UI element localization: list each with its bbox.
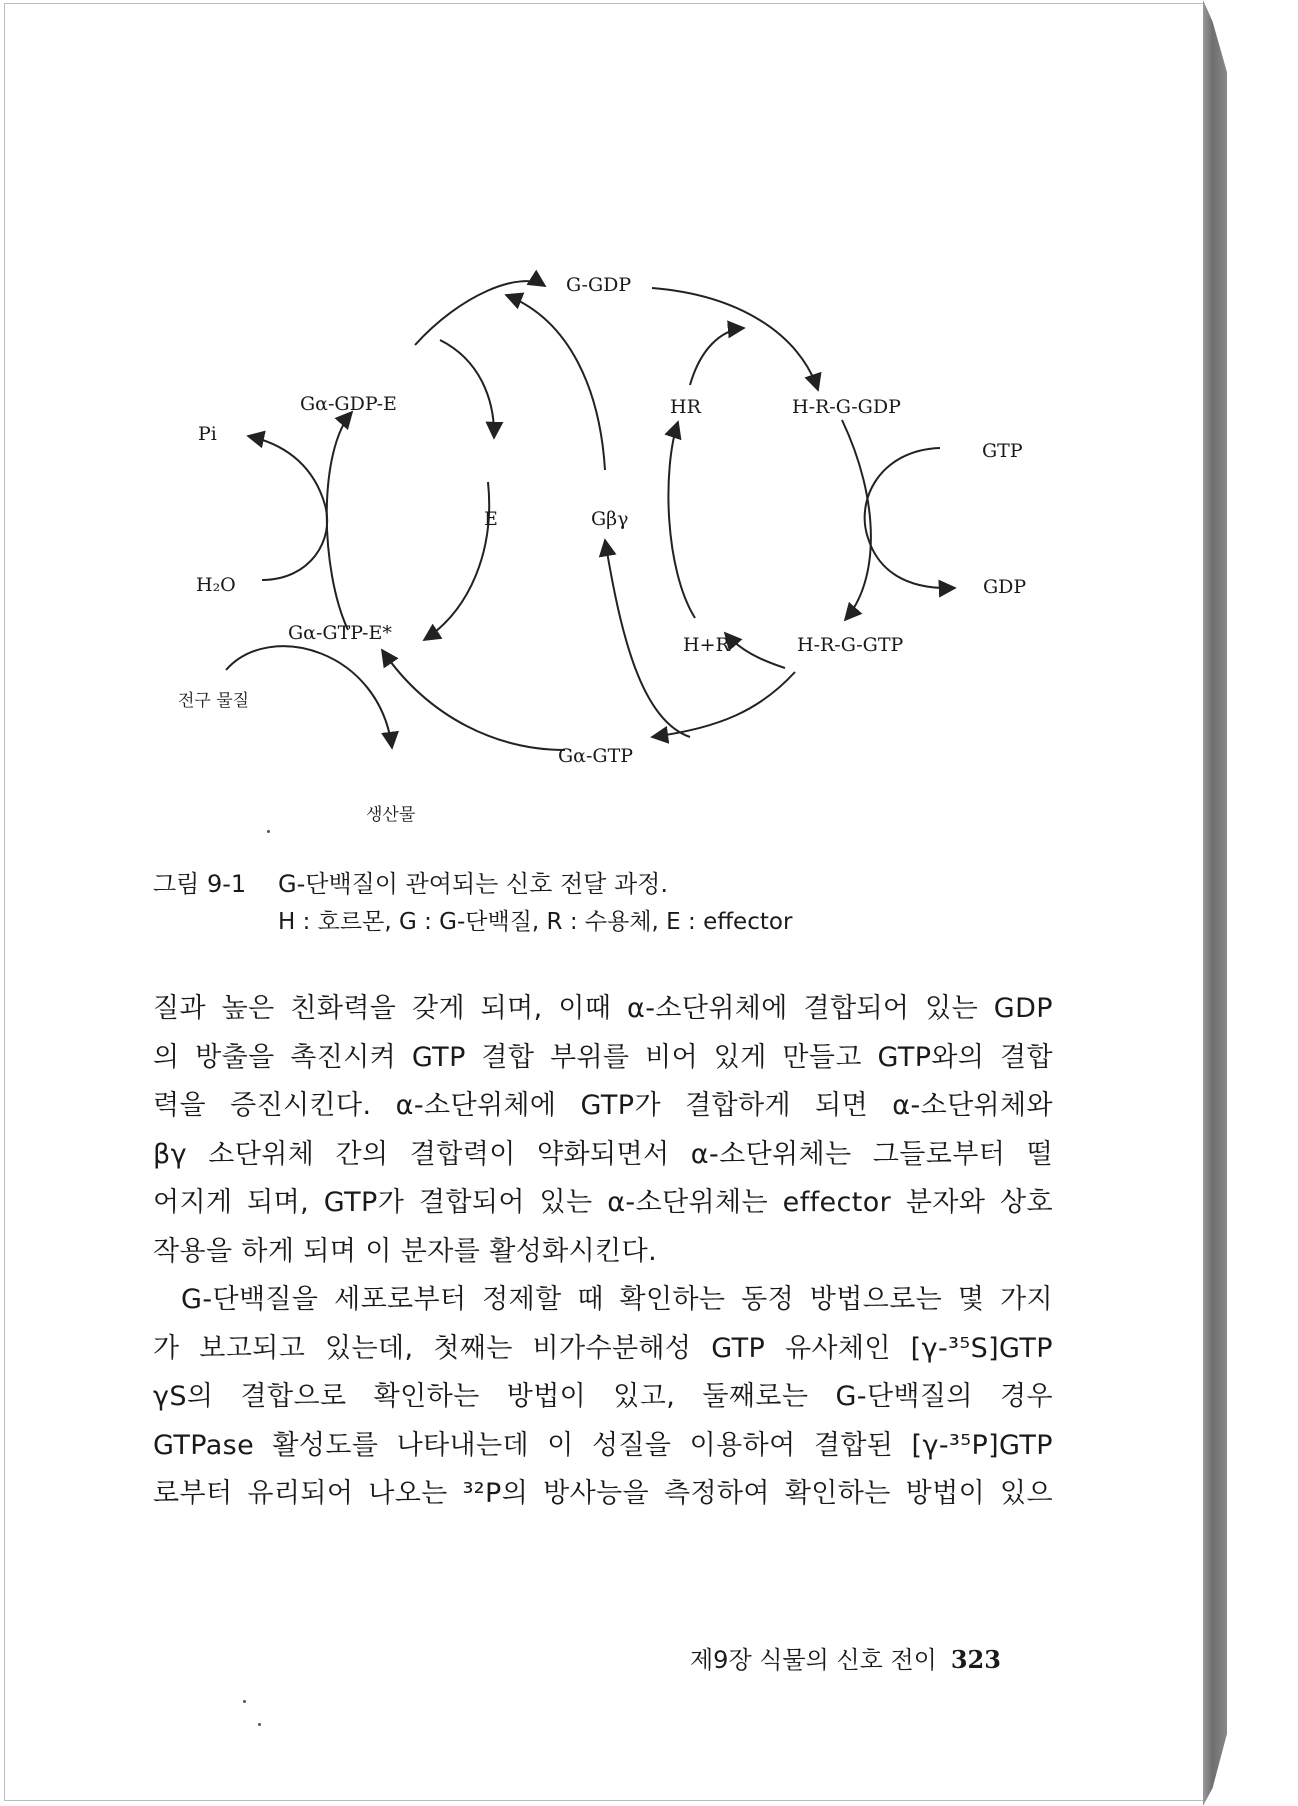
arrow-e-to-gtp-e xyxy=(424,482,489,640)
node-ga-gdp-e: Gα-GDP-E xyxy=(300,393,397,415)
node-product: 생산물 xyxy=(366,805,416,825)
page-number: 323 xyxy=(950,1645,1001,1674)
node-h-r-g-gdp: H-R-G-GDP xyxy=(792,396,901,418)
node-h-plus-r: H+R xyxy=(683,634,730,656)
arrow-precursor-to-product xyxy=(226,646,392,748)
body-line: GTPase 활성도를 나타내는데 이 성질을 이용하여 결합된 [γ-³⁵P]GTP xyxy=(153,1429,1053,1461)
node-ga-gtp: Gα-GTP xyxy=(558,745,634,767)
node-h-r-g-gtp: H-R-G-GTP xyxy=(797,634,904,656)
node-gdp: GDP xyxy=(983,576,1027,598)
caption-legend: H : 호르몬, G : G-단백질, R : 수용체, E : effector xyxy=(278,909,793,935)
caption-title: G-단백질이 관여되는 신호 전달 과정. xyxy=(278,870,668,898)
body-line: βγ 소단위체 간의 결합력이 약화되면서 α-소단위체는 그들로부터 떨 xyxy=(153,1138,1053,1170)
node-g-beta-gamma: Gβγ xyxy=(591,508,629,530)
running-footer xyxy=(690,1640,1001,1675)
body-line: 로부터 유리되어 나오는 ³²P의 방사능을 측정하여 확인하는 방법이 있으 xyxy=(153,1478,1053,1509)
speck xyxy=(258,1723,261,1726)
body-line: G-단백질을 세포로부터 정제할 때 확인하는 동정 방법으로는 몇 가지 xyxy=(181,1284,1053,1315)
figure-caption xyxy=(153,865,792,941)
node-g-gdp: G-GDP xyxy=(566,274,632,296)
caption-label: 그림 9-1 xyxy=(153,870,247,898)
body-line: γS의 결합으로 확인하는 방법이 있고, 둘째로는 G-단백질의 경우 xyxy=(153,1381,1053,1412)
body-line: 질과 높은 친화력을 갖게 되며, 이때 α-소단위체에 결합되어 있는 GDP xyxy=(153,993,1053,1024)
arrow-to-g-gdp xyxy=(415,281,545,345)
arrow-to-e xyxy=(440,340,494,438)
page-edge-shadow xyxy=(1203,0,1227,1806)
arrow-gtp-gdp-exchange xyxy=(865,448,955,588)
cycle-arrows xyxy=(0,250,1100,850)
arrow-to-h-plus-r xyxy=(725,633,785,668)
arrow-ga-gtp-to-gbg xyxy=(605,540,690,737)
node-precursor: 전구 물질 xyxy=(178,691,250,711)
body-line: 의 방출을 촉진시켜 GTP 결합 부위를 비어 있게 만들고 GTP와의 결합 xyxy=(153,1041,1053,1073)
arrow-hrgdp-to-hrgtp xyxy=(842,420,871,620)
arrow-hr-up xyxy=(690,328,744,385)
node-hr: HR xyxy=(670,396,701,418)
arrow-g-gdp-to-hrgdp xyxy=(652,288,818,390)
speck xyxy=(243,1700,246,1703)
arrow-h2o-pi-exchange xyxy=(248,436,327,580)
node-h2o: H₂O xyxy=(196,574,236,596)
node-gtp: GTP xyxy=(982,440,1023,462)
arrow-gbg-to-g-gdp xyxy=(506,295,605,470)
chapter-title: 제9장 식물의 신호 전이 xyxy=(690,1646,937,1674)
body-line: 력을 증진시킨다. α-소단위체에 GTP가 결합하게 되면 α-소단위체와 xyxy=(153,1090,1053,1121)
arrow-h-plus-r-to-hr xyxy=(668,422,695,618)
node-ga-gtp-e-star: Gα-GTP-E* xyxy=(288,622,392,644)
body-text xyxy=(153,985,1053,1519)
arrow-gtp-to-gdp-e xyxy=(327,412,352,630)
body-line: 작용을 하게 되며 이 분자를 활성화시킨다. xyxy=(153,1235,658,1267)
body-line: 가 보고되고 있는데, 첫째는 비가수분해성 GTP 유사체인 [γ-³⁵S]GTP xyxy=(153,1332,1053,1364)
body-line: 어지게 되며, GTP가 결합되어 있는 α-소단위체는 effector 분자와 상호 xyxy=(153,1187,1053,1218)
g-protein-cycle-diagram xyxy=(0,250,1100,850)
node-e: E xyxy=(484,508,498,530)
node-pi: Pi xyxy=(198,423,217,445)
arrow-ga-gtp-to-e-star xyxy=(382,650,565,750)
speck xyxy=(267,830,270,833)
